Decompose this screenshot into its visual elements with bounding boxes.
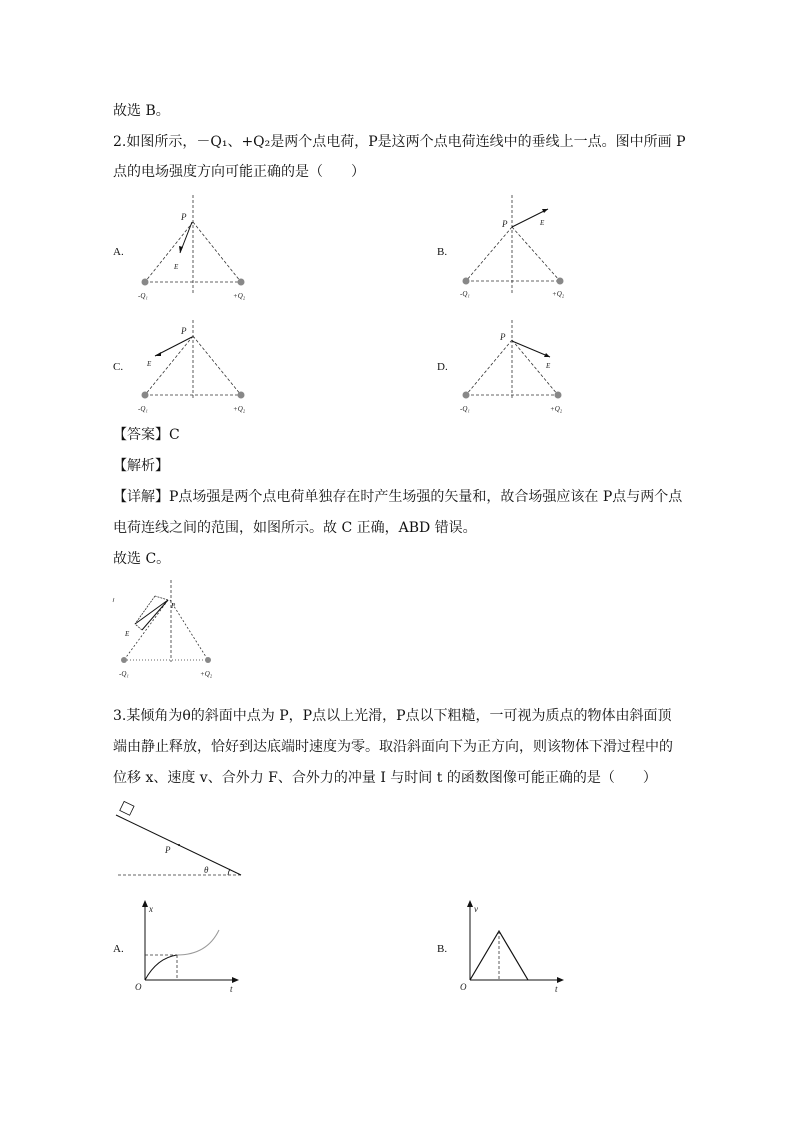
- graph-option-a: [135, 900, 245, 995]
- question-3-line-3: 位移 x、速度 v、合外力 F、合外力的冲量 I 与时间 t 的函数图像可能正确的是（ ）: [113, 770, 657, 786]
- figure-option-a: [135, 195, 265, 305]
- axis-label-origin: O: [135, 982, 142, 992]
- figure-option-d: [460, 320, 590, 430]
- figure-option-c: [135, 320, 265, 430]
- label-p: P: [165, 845, 171, 855]
- question-2-line-2: 点的电场强度方向可能正确的是（ ）: [113, 164, 365, 180]
- label-q2: +Q₂: [233, 405, 246, 413]
- label-e: E: [147, 360, 152, 368]
- option-b-label: B.: [437, 246, 448, 258]
- question-3-line-1: 3.某倾角为θ的斜面中点为 P，P点以上光滑，P点以下粗糙，一可视为质点的物体由斜面顶: [113, 708, 672, 724]
- label-q1: -Q₁: [460, 290, 470, 298]
- detail-line-1: 【详解】P点场强是两个点电荷单独存在时产生场强的矢量和，故合场强应该在 P点与两个点: [113, 489, 683, 505]
- text-line: 故选 B。: [113, 103, 170, 119]
- detail-line-2: 电荷连线之间的范围，如图所示。故 C 正确，ABD 错误。: [113, 520, 477, 536]
- label-e: E: [125, 630, 130, 638]
- label-p: P: [171, 602, 176, 610]
- analysis-heading: 【解析】: [113, 458, 169, 474]
- label-q1: -Q₁: [138, 292, 148, 300]
- axis-label-t: t: [230, 984, 233, 994]
- option-b-label: B.: [437, 943, 448, 955]
- label-q1: -Q₁: [460, 405, 470, 413]
- option-a-label: A.: [113, 246, 124, 258]
- label-e: E: [546, 362, 551, 370]
- label-p: P: [500, 332, 506, 342]
- option-d-label: D.: [437, 361, 448, 373]
- axis-label-origin: O: [460, 982, 467, 992]
- option-a-label: A.: [113, 943, 124, 955]
- question-3-line-2: 端由静止释放，恰好到达底端时速度为零。取沿斜面向下为正方向，则该物体下滑过程中的: [113, 739, 673, 755]
- label-q2: +Q₂: [550, 405, 563, 413]
- option-c-label: C.: [113, 361, 124, 373]
- figure-option-b: [460, 195, 590, 305]
- graph-option-b: [460, 900, 570, 995]
- axis-label-v: v: [474, 904, 478, 914]
- label-q2: +Q₂: [552, 290, 565, 298]
- question-2-line-1: 2.如图所示，－Q₁、+Q₂是两个点电荷，P是这两个点电荷连线中的垂线上一点。图中所画 P: [113, 134, 686, 150]
- label-q1: -Q₁: [138, 405, 148, 413]
- label-theta: θ: [204, 865, 209, 875]
- solution-figure: [110, 580, 240, 680]
- label-q2: +Q₂: [233, 292, 246, 300]
- incline-figure: [113, 803, 253, 883]
- text-line: 故选 C。: [113, 551, 171, 567]
- label-e: E: [174, 263, 179, 271]
- label-p: P: [181, 212, 187, 222]
- label-e: E: [540, 219, 545, 227]
- label-p: P: [502, 219, 508, 229]
- label-q2: +Q₂: [200, 670, 213, 678]
- answer-line: 【答案】C: [113, 427, 180, 443]
- label-p: P: [181, 326, 187, 336]
- axis-label-t: t: [555, 984, 558, 994]
- axis-label-x: x: [149, 904, 153, 914]
- label-q1: -Q₁: [119, 670, 129, 678]
